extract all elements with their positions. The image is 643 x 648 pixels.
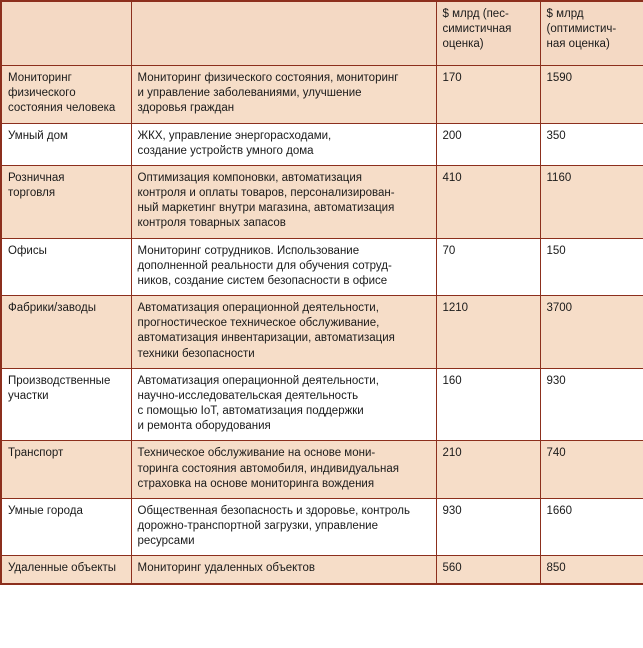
description-line: дополненной реальности для обучения сотруд- bbox=[137, 259, 392, 272]
cell-category bbox=[1, 556, 131, 584]
category-line: Розничная bbox=[8, 171, 65, 184]
cell-pessimistic-value: 200 bbox=[436, 123, 540, 165]
table-row bbox=[1, 296, 643, 369]
description-line: ЖКХ, управление энергорасходами, bbox=[137, 129, 332, 142]
category-line: Мониторинг bbox=[8, 72, 72, 84]
category-line: торговля bbox=[8, 187, 56, 200]
category-line: Транспорт bbox=[8, 447, 64, 460]
description-line: Оптимизация компоновки, автоматизация bbox=[137, 171, 363, 184]
description-line: торинга состояния автомобиля, индивидуальная bbox=[137, 462, 399, 475]
description-line: контроля товарных запасов bbox=[137, 217, 286, 230]
table-row bbox=[1, 556, 643, 584]
cell-description bbox=[131, 296, 436, 369]
description-line: Автоматизация операционной деятельности, bbox=[137, 302, 379, 315]
header-optimistic-line-3: ная оценка) bbox=[546, 38, 610, 51]
header-cell-category bbox=[1, 1, 131, 66]
description-line: Мониторинг физического состояния, мониторинг bbox=[137, 72, 399, 84]
cell-category bbox=[1, 123, 131, 165]
table-row bbox=[1, 123, 643, 165]
cell-category bbox=[1, 498, 131, 556]
table-row bbox=[1, 441, 643, 499]
header-pessimistic-line-1: $ млрд (пес- bbox=[442, 8, 509, 20]
cell-category bbox=[1, 296, 131, 369]
category-line: Удаленные объекты bbox=[8, 562, 117, 575]
description-line: ников, создание систем безопасности в офисе bbox=[137, 274, 388, 287]
cell-optimistic-value: 1590 bbox=[540, 66, 643, 124]
description-line: создание устройств умного дома bbox=[137, 144, 314, 157]
cell-description bbox=[131, 123, 436, 165]
header-pessimistic-line-2: симистичная bbox=[442, 23, 512, 36]
cell-pessimistic-value: 1210 bbox=[436, 296, 540, 369]
header-optimistic-line-2: (оптимистич- bbox=[546, 23, 617, 36]
cell-pessimistic-value: 410 bbox=[436, 165, 540, 238]
cell-category bbox=[1, 66, 131, 124]
description-line: прогностическое техническое обслуживание, bbox=[137, 317, 380, 330]
header-optimistic-line-1: $ млрд bbox=[546, 8, 584, 20]
table-body bbox=[1, 66, 643, 584]
description-line: контроля и оплаты товаров, персонализирован- bbox=[137, 187, 395, 200]
category-line: Умный дом bbox=[8, 129, 68, 142]
description-line: страховка на основе мониторинга вождения bbox=[137, 477, 375, 490]
cell-pessimistic-value: 170 bbox=[436, 66, 540, 124]
description-line: Автоматизация операционной деятельности, bbox=[137, 374, 379, 387]
category-line: Фабрики/заводы bbox=[8, 302, 96, 315]
description-line: ный маркетинг внутри магазина, автоматизация bbox=[137, 202, 395, 215]
cell-description bbox=[131, 165, 436, 238]
description-line: и управление заболеваниями, улучшение bbox=[137, 87, 362, 100]
cell-pessimistic-value: 930 bbox=[436, 498, 540, 556]
cell-category bbox=[1, 165, 131, 238]
table-row bbox=[1, 368, 643, 441]
description-line: научно-исследовательская деятельность bbox=[137, 389, 359, 402]
cell-pessimistic-value: 70 bbox=[436, 238, 540, 296]
cell-category bbox=[1, 238, 131, 296]
cell-optimistic-value: 150 bbox=[540, 238, 643, 296]
description-line: Общественная безопасность и здоровье, контроль bbox=[137, 504, 410, 517]
category-line: физического bbox=[8, 87, 76, 100]
category-line: Офисы bbox=[8, 244, 47, 257]
category-line: Производственные bbox=[8, 374, 111, 387]
cell-description bbox=[131, 66, 436, 124]
description-line: ресурсами bbox=[137, 535, 195, 548]
description-line: здоровья граждан bbox=[137, 102, 235, 115]
description-line: Мониторинг сотрудников. Использование bbox=[137, 244, 360, 257]
cell-optimistic-value: 930 bbox=[540, 368, 643, 441]
cell-description bbox=[131, 498, 436, 556]
cell-optimistic-value: 740 bbox=[540, 441, 643, 499]
header-cell-optimistic bbox=[540, 1, 643, 66]
table-row bbox=[1, 165, 643, 238]
cell-optimistic-value: 1160 bbox=[540, 165, 643, 238]
cell-pessimistic-value: 560 bbox=[436, 556, 540, 584]
description-line: автоматизация инвентаризации, автоматизация bbox=[137, 332, 395, 345]
table-header bbox=[1, 1, 643, 66]
header-cell-description bbox=[131, 1, 436, 66]
category-line: состояния человека bbox=[8, 102, 116, 115]
cell-pessimistic-value: 210 bbox=[436, 441, 540, 499]
cell-category bbox=[1, 441, 131, 499]
table-row bbox=[1, 238, 643, 296]
table-row bbox=[1, 498, 643, 556]
cell-category bbox=[1, 368, 131, 441]
table-header-row bbox=[1, 1, 643, 66]
cell-description bbox=[131, 368, 436, 441]
cell-optimistic-value: 850 bbox=[540, 556, 643, 584]
category-line: Умные города bbox=[8, 504, 83, 517]
header-cell-pessimistic bbox=[436, 1, 540, 66]
cell-optimistic-value: 3700 bbox=[540, 296, 643, 369]
cell-pessimistic-value: 160 bbox=[436, 368, 540, 441]
category-line: участки bbox=[8, 389, 49, 402]
cell-description bbox=[131, 441, 436, 499]
description-line: Техническое обслуживание на основе мони- bbox=[137, 447, 376, 460]
table-row bbox=[1, 66, 643, 124]
description-line: техники безопасности bbox=[137, 347, 255, 360]
cell-optimistic-value: 350 bbox=[540, 123, 643, 165]
cell-optimistic-value: 1660 bbox=[540, 498, 643, 556]
cell-description bbox=[131, 238, 436, 296]
description-line: и ремонта оборудования bbox=[137, 420, 271, 433]
description-line: с помощью IoT, автоматизация поддержки bbox=[137, 405, 364, 418]
description-line: дорожно-транспортной загрузки, управление bbox=[137, 520, 378, 533]
cell-description bbox=[131, 556, 436, 584]
description-line: Мониторинг удаленных объектов bbox=[137, 562, 315, 575]
header-pessimistic-line-3: оценка) bbox=[442, 38, 484, 51]
